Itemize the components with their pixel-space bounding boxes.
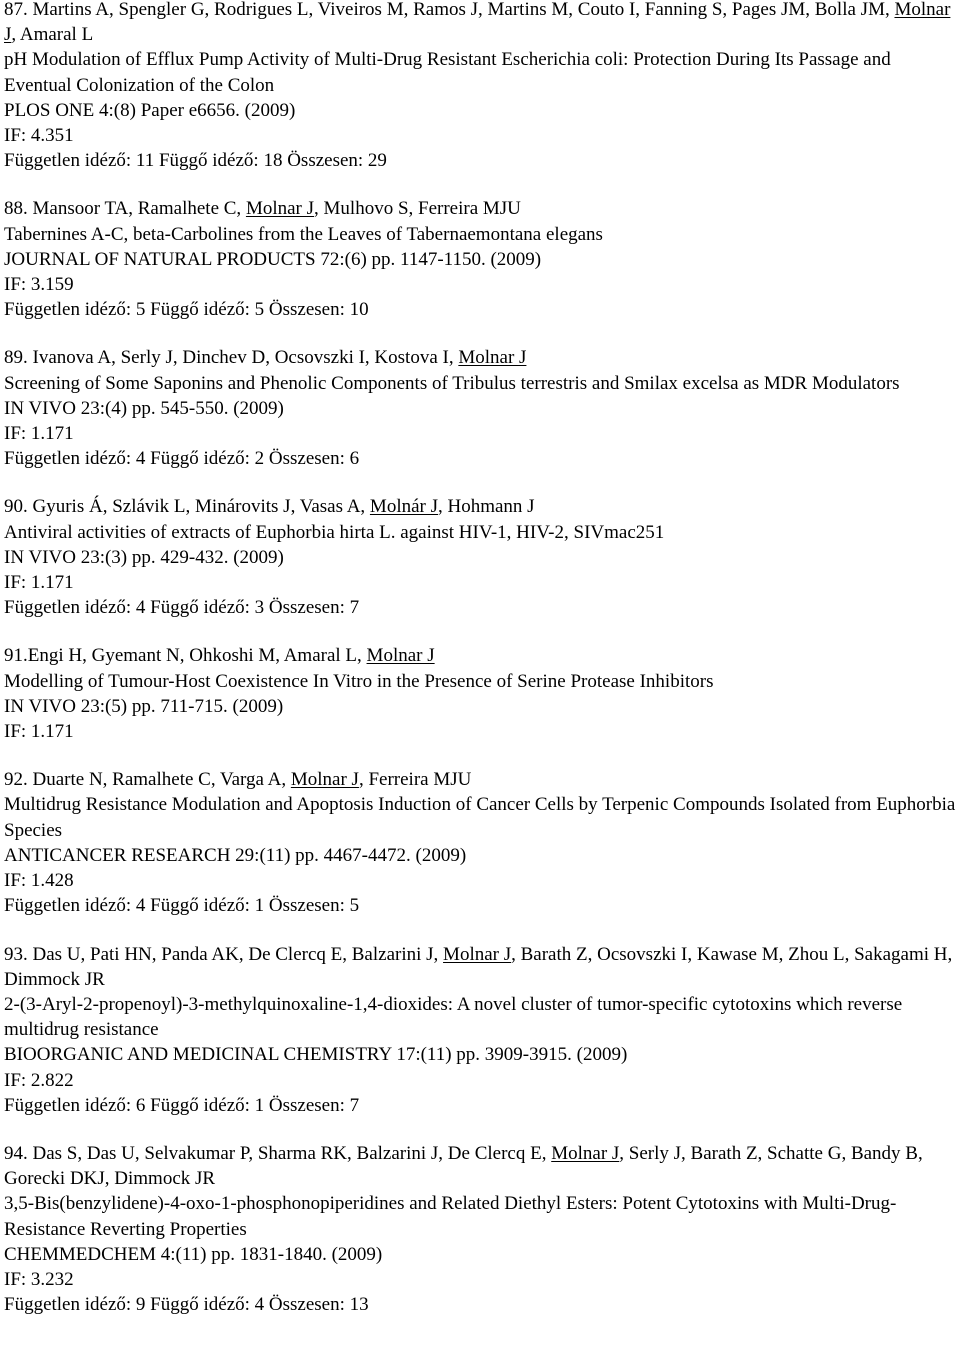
impact-factor: IF: 2.822 xyxy=(4,1069,74,1091)
publication-title: Antiviral activities of extracts of Euphorbia hirta L. against HIV-1, HIV-2, SIVmac251 xyxy=(4,521,665,543)
impact-factor: IF: 1.171 xyxy=(4,572,74,594)
publication-entry-93 xyxy=(4,942,956,1118)
publication-title: 3,5-Bis(benzylidene)-4-oxo-1-phosphonopiperidines and Related Diethyl Esters: Potent Cytotoxins with Multi-Drug-Resistance Reverting Properties xyxy=(4,1193,897,1240)
authors-text: Gyuris Á, Szlávik L, Minárovits J, Vasas A, xyxy=(27,496,370,518)
publication-journal: IN VIVO 23:(4) pp. 545-550. (2009) xyxy=(4,397,284,419)
highlighted-author: Molnar J xyxy=(366,645,435,667)
publication-entry-87 xyxy=(4,0,956,173)
entry-number: 90. xyxy=(4,496,28,518)
citation-counts: Független idéző: 4 Függő idéző: 2 Összesen: 6 xyxy=(4,448,360,470)
publication-authors xyxy=(4,767,956,792)
publication-authors xyxy=(4,1141,956,1191)
authors-text: , Mulhovo S, Ferreira MJU xyxy=(314,198,521,220)
publication-title: Modelling of Tumour-Host Coexistence In Vitro in the Presence of Serine Protease Inhibitors xyxy=(4,670,714,692)
authors-text: Ivanova A, Serly J, Dinchev D, Ocsovszki I, Kostova I, xyxy=(27,347,459,369)
publication-authors xyxy=(4,494,956,519)
entry-number: 92. xyxy=(4,769,28,791)
citation-counts: Független idéző: 5 Függő idéző: 5 Összesen: 10 xyxy=(4,299,369,321)
publication-journal: CHEMMEDCHEM 4:(11) pp. 1831-1840. (2009) xyxy=(4,1243,383,1265)
publication-journal: PLOS ONE 4:(8) Paper e6656. (2009) xyxy=(4,99,296,121)
impact-factor: IF: 1.428 xyxy=(4,870,74,892)
citation-counts: Független idéző: 4 Függő idéző: 1 Összesen: 5 xyxy=(4,895,360,917)
publication-title: Screening of Some Saponins and Phenolic Components of Tribulus terrestris and Smilax excelsa as MDR Modulators xyxy=(4,372,900,394)
entry-number: 91. xyxy=(4,645,28,667)
entry-number: 89. xyxy=(4,347,28,369)
entry-number: 88. xyxy=(4,198,28,220)
authors-text: Martins A, Spengler G, Rodrigues L, Viveiros M, Ramos J, Martins M, Couto I, Fanning S, Pages JM, Bolla JM, xyxy=(27,0,895,20)
publication-entry-91 xyxy=(4,643,956,744)
publication-title: pH Modulation of Efflux Pump Activity of Multi-Drug Resistant Escherichia coli: Protection During Its Passage and Eventual Colonization of the Colon xyxy=(4,49,891,96)
publication-journal: IN VIVO 23:(3) pp. 429-432. (2009) xyxy=(4,546,284,568)
publication-list xyxy=(4,0,956,1340)
publication-authors xyxy=(4,345,956,370)
authors-text: , Amaral L xyxy=(11,24,94,46)
authors-text: Duarte N, Ramalhete C, Varga A, xyxy=(27,769,291,791)
publication-entry-88 xyxy=(4,196,956,322)
publication-title: Tabernines A-C, beta-Carbolines from the Leaves of Tabernaemontana elegans xyxy=(4,223,603,245)
highlighted-author: Molnar J xyxy=(458,347,527,369)
impact-factor: IF: 1.171 xyxy=(4,721,74,743)
highlighted-author: Molnár J xyxy=(369,496,438,518)
citation-counts: Független idéző: 6 Függő idéző: 1 Összesen: 7 xyxy=(4,1094,360,1116)
publication-title: 2-(3-Aryl-2-propenoyl)-3-methylquinoxaline-1,4-dioxides: A novel cluster of tumor-specific cytotoxins which reverse multidrug resistance xyxy=(4,993,903,1041)
entry-number: 94. xyxy=(4,1142,28,1164)
publication-journal: ANTICANCER RESEARCH 29:(11) pp. 4467-4472. (2009) xyxy=(4,844,467,866)
authors-text: , Hohmann J xyxy=(438,496,535,518)
highlighted-author: Molnar J xyxy=(4,0,951,46)
impact-factor: IF: 3.232 xyxy=(4,1268,74,1290)
entry-number: 93. xyxy=(4,943,28,965)
authors-text: Engi H, Gyemant N, Ohkoshi M, Amaral L, xyxy=(27,645,367,667)
publication-authors xyxy=(4,196,956,221)
authors-text: Das S, Das U, Selvakumar P, Sharma RK, Balzarini J, De Clercq E, xyxy=(27,1142,552,1164)
impact-factor: IF: 3.159 xyxy=(4,274,74,296)
authors-text: Das U, Pati HN, Panda AK, De Clercq E, Balzarini J, xyxy=(27,943,444,965)
publication-journal: IN VIVO 23:(5) pp. 711-715. (2009) xyxy=(4,695,284,717)
publication-entry-94 xyxy=(4,1141,956,1317)
highlighted-author: Molnar J xyxy=(551,1142,620,1164)
impact-factor: IF: 4.351 xyxy=(4,125,74,147)
highlighted-author: Molnar J xyxy=(443,943,512,965)
publication-title: Multidrug Resistance Modulation and Apoptosis Induction of Cancer Cells by Terpenic Compounds Isolated from Euphorbia Species xyxy=(4,794,956,841)
publication-entry-90 xyxy=(4,494,956,620)
authors-text: , Ferreira MJU xyxy=(358,769,472,791)
highlighted-author: Molnar J xyxy=(245,198,315,220)
publication-journal: JOURNAL OF NATURAL PRODUCTS 72:(6) pp. 1147-1150. (2009) xyxy=(4,248,542,270)
publication-entry-92 xyxy=(4,767,956,918)
authors-text: Mansoor TA, Ramalhete C, xyxy=(27,198,246,220)
entry-number: 87. xyxy=(4,0,28,20)
citation-counts: Független idéző: 9 Függő idéző: 4 Összesen: 13 xyxy=(4,1294,369,1316)
publication-authors xyxy=(4,643,956,668)
authors-text: , Barath Z, Ocsovszki I, Kawase M, Zhou L, Sakagami H, Dimmock JR xyxy=(4,943,953,990)
highlighted-author: Molnar J xyxy=(290,769,359,791)
authors-text: , Serly J, Barath Z, Schatte G, Bandy B, Gorecki DKJ, Dimmock JR xyxy=(4,1142,923,1190)
publication-authors xyxy=(4,0,956,47)
publication-authors xyxy=(4,942,956,992)
publication-journal: BIOORGANIC AND MEDICINAL CHEMISTRY 17:(11) pp. 3909-3915. (2009) xyxy=(4,1044,628,1066)
publication-entry-89 xyxy=(4,345,956,471)
impact-factor: IF: 1.171 xyxy=(4,423,74,445)
citation-counts: Független idéző: 4 Függő idéző: 3 Összesen: 7 xyxy=(4,597,360,619)
citation-counts: Független idéző: 11 Függő idéző: 18 Összesen: 29 xyxy=(4,150,387,172)
